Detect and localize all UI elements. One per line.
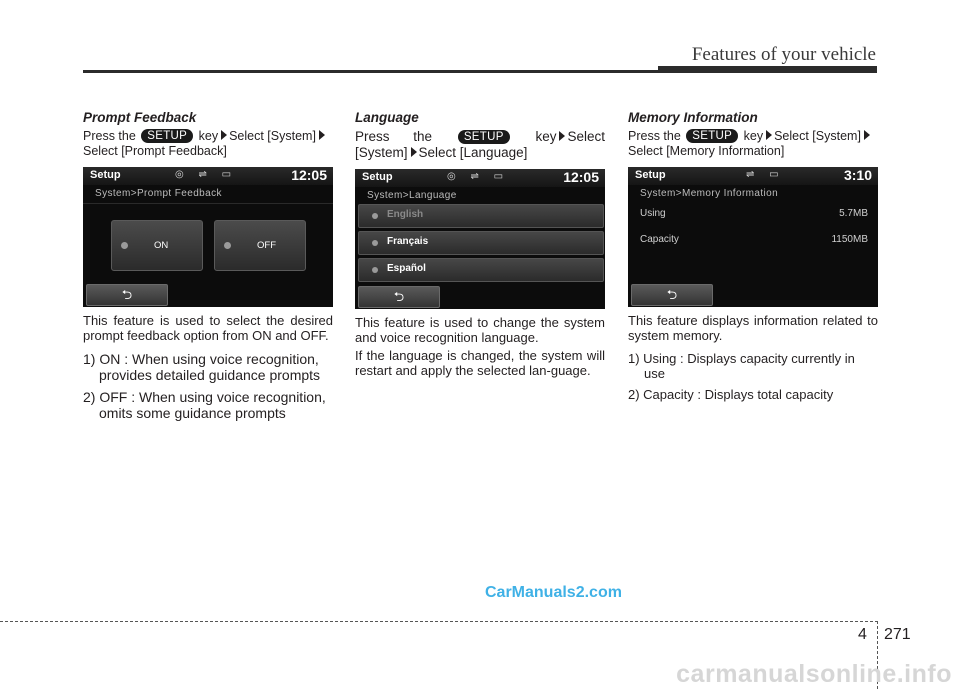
watermark-carmanuals2[interactable]: CarManuals2.com [485,584,622,601]
arrow-right-icon [319,130,325,140]
arrow-right-icon [411,147,417,157]
instr-text: key [743,129,764,143]
memory-information-instruction [628,129,878,144]
screen-breadcrumb: System>Prompt Feedback [95,188,222,199]
language-instruction [355,129,605,145]
off-option-button[interactable] [214,220,306,271]
language-option-label: Español [387,263,426,274]
screen-clock: 12:05 [563,169,599,185]
back-button[interactable]: ⮌ [631,284,713,306]
setup-key-badge: SETUP [458,130,510,144]
radio-dot-icon [224,242,231,249]
radio-dot-icon [372,240,378,246]
status-icons: ◎ ⇌ ▭ [175,169,238,180]
prompt-feedback-screen [83,167,333,307]
prompt-feedback-heading: Prompt Feedback [83,110,197,125]
memory-capacity-row [640,234,868,245]
prompt-feedback-instruction [83,129,333,144]
language-option-espanol[interactable] [358,258,604,282]
memory-information-instruction-2: Select [Memory Information] [628,144,785,158]
arrow-right-icon [221,130,227,140]
setup-key-badge: SETUP [686,129,738,143]
header-rule [83,70,658,73]
memory-capacity-value: 1150MB [831,234,868,245]
instr-text: Select [System] [774,129,861,143]
section-number: 4 [858,626,867,643]
memory-information-list [628,351,878,402]
on-option-label: ON [154,240,169,251]
instr-text: Select [567,129,605,144]
status-icons: ◎ ⇌ ▭ [447,171,510,182]
screen-clock: 3:10 [843,167,872,183]
screen-title: Setup [90,169,121,181]
screen-breadcrumb: System>Memory Information [640,188,779,199]
language-description-1: This feature is used to change the system and voice recognition language. [355,315,605,345]
back-button[interactable]: ⮌ [358,286,440,308]
back-button[interactable]: ⮌ [86,284,168,306]
language-option-label: English [387,209,424,220]
screen-divider [83,203,333,204]
instr-text: Select [Language] [418,145,528,160]
language-option-label: Français [387,236,429,247]
radio-dot-icon [372,213,378,219]
language-option-francais[interactable] [358,231,604,255]
language-instruction-2 [355,145,605,161]
instr-text: Select [System] [229,129,316,143]
footer-rule [0,621,878,622]
memory-information-section [628,110,878,408]
screen-title: Setup [635,169,666,181]
memory-using-value: 5.7MB [839,208,868,219]
memory-capacity-label: Capacity [640,234,679,245]
language-screen [355,169,605,309]
instr-text: Press the [83,129,136,143]
radio-dot-icon [121,242,128,249]
setup-key-badge: SETUP [141,129,193,143]
screen-title: Setup [362,171,393,183]
memory-using-row [640,208,868,219]
prompt-feedback-list [83,351,333,421]
instr-text: key [535,129,557,144]
on-option-button[interactable] [111,220,203,271]
instr-text: [System] [355,145,408,160]
memory-information-description: This feature displays information related to system memory. [628,313,878,343]
header-bar [658,66,877,73]
prompt-feedback-section [83,110,333,427]
language-description-2: If the language is changed, the system will restart and apply the selected lan-guage. [355,348,605,378]
screen-clock: 12:05 [291,167,327,183]
off-option-label: OFF [257,240,276,251]
language-section [355,110,605,378]
instr-text: key [198,129,219,143]
list-item: 1) Using : Displays capacity currently in use [628,351,855,381]
watermark-carmanualsonline: carmanualsonline.info [676,660,952,688]
arrow-right-icon [766,130,772,140]
instr-text: Press the [355,129,433,144]
arrow-right-icon [559,131,565,141]
language-option-english[interactable] [358,204,604,228]
prompt-feedback-instruction-2: Select [Prompt Feedback] [83,144,227,158]
memory-using-label: Using [640,208,666,219]
page-number: 271 [884,626,911,643]
memory-information-screen [628,167,878,307]
memory-information-heading: Memory Information [628,110,758,125]
instr-text: Press the [628,129,681,143]
list-item: 1) ON : When using voice recognition, provides detailed guidance prompts [83,351,321,383]
prompt-feedback-description: This feature is used to select the desired prompt feedback option from ON and OFF. [83,313,333,343]
status-icons: ⇌ ▭ [746,169,785,180]
header-title: Features of your vehicle [691,44,876,65]
list-item: 2) Capacity : Displays total capacity [628,387,834,402]
radio-dot-icon [372,267,378,273]
language-heading: Language [355,110,419,125]
list-item: 2) OFF : When using voice recognition, omits some guidance prompts [83,389,326,421]
arrow-right-icon [864,130,870,140]
screen-breadcrumb: System>Language [367,190,457,201]
